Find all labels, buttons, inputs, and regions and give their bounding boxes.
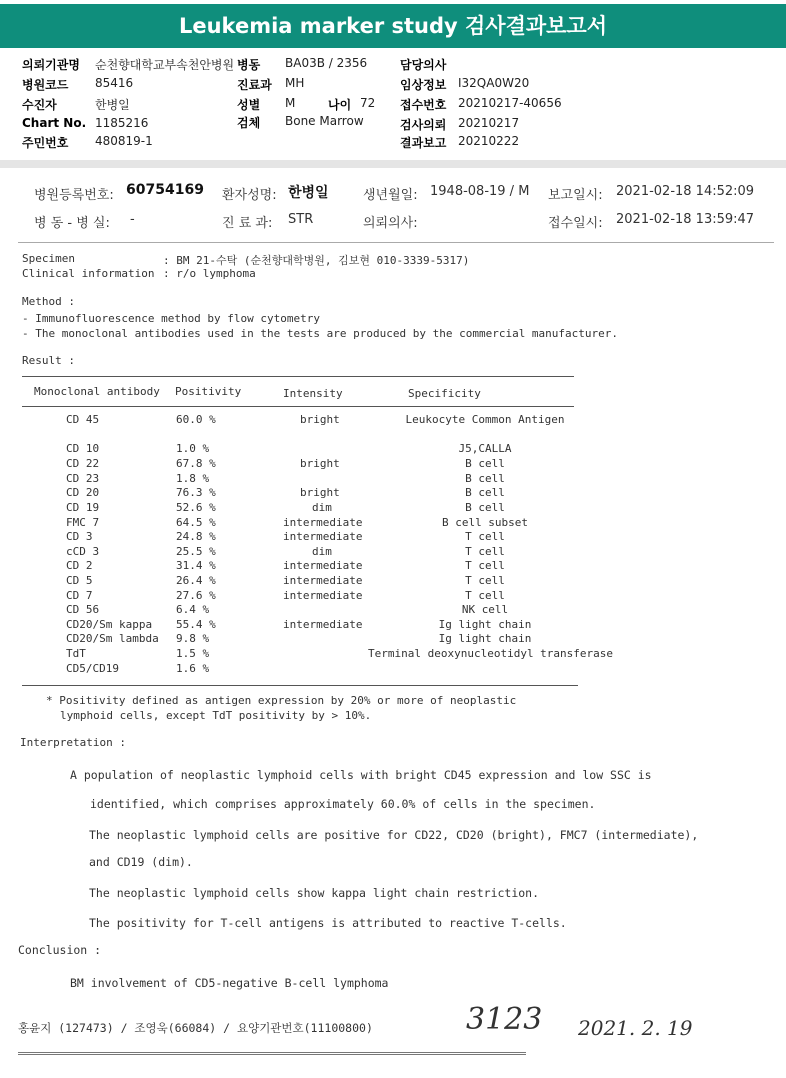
receipt-label: 접수번호 bbox=[400, 98, 447, 112]
positivity-cell: 1.5 % bbox=[176, 647, 210, 660]
doctor-label: 담당의사 bbox=[400, 58, 447, 72]
antibody-cell: CD 7 bbox=[66, 589, 93, 602]
footnote-line-1: * Positivity defined as antigen expression by 20% or more of neoplastic bbox=[46, 694, 517, 707]
intensity-cell: intermediate bbox=[283, 589, 363, 602]
positivity-cell: 1.8 % bbox=[176, 472, 210, 485]
intensity-cell: intermediate bbox=[283, 516, 363, 529]
positivity-cell: 1.0 % bbox=[176, 442, 210, 455]
col-header-intensity: Intensity bbox=[283, 387, 343, 400]
id-value: 480819-1 bbox=[95, 134, 153, 148]
clinical-detail: : r/o lymphoma bbox=[163, 267, 256, 280]
antibody-cell: CD20/Sm kappa bbox=[66, 618, 153, 631]
antibody-cell: CD 10 bbox=[66, 442, 100, 455]
antibody-cell: CD 5 bbox=[66, 574, 93, 587]
positivity-cell: 27.6 % bbox=[176, 589, 216, 602]
positivity-cell: 1.6 % bbox=[176, 662, 210, 675]
clinical-title: Clinical information bbox=[22, 267, 155, 280]
specificity-cell: NK cell bbox=[461, 603, 509, 616]
handwritten-signature: 3123 bbox=[466, 1002, 543, 1037]
ward-room-label: 병 동 - 병 실: bbox=[34, 216, 110, 231]
table-row bbox=[0, 457, 786, 472]
specificity-cell: B cell bbox=[465, 457, 505, 470]
col-header-positivity: Positivity bbox=[175, 385, 242, 398]
name-label: 환자성명: bbox=[222, 188, 277, 203]
specificity-cell: B cell bbox=[465, 472, 505, 485]
positivity-cell: 52.6 % bbox=[176, 501, 216, 514]
specificity-cell: T cell bbox=[465, 545, 505, 558]
specificity-cell: B cell bbox=[465, 486, 505, 499]
table-row bbox=[0, 589, 786, 604]
conclusion-text: BM involvement of CD5-negative B-cell lymphoma bbox=[70, 976, 389, 990]
receive-time-value: 2021-02-18 13:59:47 bbox=[616, 212, 755, 227]
patient-value: 한병일 bbox=[95, 98, 130, 112]
antibody-cell: CD 56 bbox=[66, 603, 100, 616]
interpretation-line-5: The neoplastic lymphoid cells show kappa light chain restriction. bbox=[89, 886, 540, 900]
table-row bbox=[0, 413, 786, 428]
id-label: 주민번호 bbox=[22, 136, 69, 150]
specimen-detail: : BM 21-수탁 (순천향대학병원, 김보현 010-3339-5317) bbox=[163, 254, 470, 267]
specificity-cell: J5,CALLA bbox=[458, 442, 512, 455]
antibody-cell: CD 3 bbox=[66, 530, 93, 543]
table-row bbox=[0, 472, 786, 487]
birth-value: 1948-08-19 / M bbox=[430, 184, 530, 199]
dept-label: 진료과 bbox=[237, 78, 272, 92]
positivity-cell: 76.3 % bbox=[176, 486, 216, 499]
intensity-cell: bright bbox=[300, 457, 340, 470]
sex-label: 성별 bbox=[237, 98, 261, 112]
intensity-cell: intermediate bbox=[283, 530, 363, 543]
clinical-info-value: I32QA0W20 bbox=[458, 76, 530, 90]
specimen-label: 검체 bbox=[237, 116, 261, 130]
table-row bbox=[0, 442, 786, 457]
box-dept-value: STR bbox=[288, 212, 314, 227]
col-header-specificity: Specificity bbox=[408, 387, 481, 400]
positivity-cell: 9.8 % bbox=[176, 632, 210, 645]
box-dept-label: 진 료 과: bbox=[222, 216, 273, 231]
positivity-cell: 26.4 % bbox=[176, 574, 216, 587]
interpretation-line-1: A population of neoplastic lymphoid cells with bright CD45 expression and low SSC is bbox=[70, 768, 652, 782]
intensity-cell: bright bbox=[300, 486, 340, 499]
intensity-cell: intermediate bbox=[283, 574, 363, 587]
conclusion-title: Conclusion : bbox=[18, 943, 102, 957]
ward-value: BA03B / 2356 bbox=[285, 56, 368, 70]
result-title: Result : bbox=[22, 354, 75, 367]
specificity-cell: Leukocyte Common Antigen bbox=[405, 413, 565, 426]
table-top-rule bbox=[22, 376, 574, 377]
report-date-value: 20210222 bbox=[458, 134, 520, 148]
table-row bbox=[0, 530, 786, 545]
antibody-cell: cCD 3 bbox=[66, 545, 100, 558]
specimen-title: Specimen bbox=[22, 252, 75, 265]
antibody-cell: TdT bbox=[66, 647, 86, 660]
patient-label: 수진자 bbox=[22, 98, 57, 112]
receipt-value: 20210217-40656 bbox=[458, 96, 562, 110]
positivity-cell: 67.8 % bbox=[176, 457, 216, 470]
box-doctor-label: 의뢰의사: bbox=[363, 216, 418, 231]
interpretation-line-6: The positivity for T-cell antigens is attributed to reactive T-cells. bbox=[89, 916, 567, 930]
positivity-cell: 24.8 % bbox=[176, 530, 216, 543]
method-line-2: - The monoclonal antibodies used in the tests are produced by the commercial manufacturer. bbox=[22, 327, 619, 340]
table-row bbox=[0, 486, 786, 501]
receive-time-label: 접수일시: bbox=[548, 216, 603, 231]
intensity-cell: bright bbox=[300, 413, 340, 426]
specificity-cell: Ig light chain bbox=[438, 618, 532, 631]
table-row bbox=[0, 618, 786, 633]
code-label: 병원코드 bbox=[22, 78, 69, 92]
table-row bbox=[0, 574, 786, 589]
chart-label: Chart No. bbox=[22, 116, 87, 130]
interpretation-line-2: identified, which comprises approximately 60.0% of cells in the specimen. bbox=[90, 797, 596, 811]
intensity-cell: intermediate bbox=[283, 559, 363, 572]
report-title: Leukemia marker study 검사결과보고서 bbox=[0, 4, 786, 48]
table-header-rule bbox=[22, 406, 574, 407]
handwritten-date: 2021. 2. 19 bbox=[578, 1016, 693, 1040]
patient-info-box bbox=[18, 170, 774, 243]
positivity-cell: 64.5 % bbox=[176, 516, 216, 529]
positivity-cell: 60.0 % bbox=[176, 413, 216, 426]
intensity-cell: dim bbox=[312, 501, 332, 514]
table-row bbox=[0, 501, 786, 516]
clinical-info-label: 임상정보 bbox=[400, 78, 447, 92]
specificity-cell: B cell bbox=[465, 501, 505, 514]
method-title: Method : bbox=[22, 295, 75, 308]
positivity-cell: 6.4 % bbox=[176, 603, 210, 616]
table-row bbox=[0, 559, 786, 574]
report-date-label: 결과보고 bbox=[400, 136, 447, 150]
antibody-cell: FMC 7 bbox=[66, 516, 100, 529]
birth-label: 생년월일: bbox=[363, 188, 418, 203]
table-row bbox=[0, 632, 786, 647]
age-label: 나이 bbox=[328, 98, 352, 112]
specificity-cell: T cell bbox=[465, 589, 505, 602]
antibody-cell: CD 19 bbox=[66, 501, 100, 514]
interpretation-line-4: and CD19 (dim). bbox=[89, 855, 193, 869]
specimen-value: Bone Marrow bbox=[285, 114, 364, 128]
col-header-antibody: Monoclonal antibody bbox=[34, 385, 160, 398]
chart-value: 1185216 bbox=[95, 116, 149, 130]
section-divider bbox=[0, 160, 786, 168]
antibody-cell: CD5/CD19 bbox=[66, 662, 119, 675]
interpretation-title: Interpretation : bbox=[20, 736, 126, 749]
table-row bbox=[0, 516, 786, 531]
table-row bbox=[0, 662, 786, 677]
hospital-value: 순천향대학교부속천안병원 bbox=[95, 58, 235, 72]
method-line-1: - Immunofluorescence method by flow cytometry bbox=[22, 312, 321, 325]
dept-value: MH bbox=[285, 76, 305, 90]
signature-line: 홍윤지 (127473) / 조영욱(66084) / 요양기관번호(11100800) bbox=[18, 1021, 373, 1035]
antibody-cell: CD 22 bbox=[66, 457, 100, 470]
report-time-value: 2021-02-18 14:52:09 bbox=[616, 184, 755, 199]
name-value: 한병일 bbox=[288, 185, 329, 201]
intensity-cell: intermediate bbox=[283, 618, 363, 631]
specificity-cell: T cell bbox=[465, 574, 505, 587]
interpretation-line-3: The neoplastic lymphoid cells are positive for CD22, CD20 (bright), FMC7 (intermediate), bbox=[89, 828, 699, 842]
positivity-cell: 25.5 % bbox=[176, 545, 216, 558]
sex-value: M bbox=[285, 96, 296, 110]
request-header bbox=[0, 48, 786, 158]
report-time-label: 보고일시: bbox=[548, 188, 603, 203]
code-value: 85416 bbox=[95, 76, 134, 90]
antibody-cell: CD20/Sm lambda bbox=[66, 632, 159, 645]
table-row bbox=[0, 603, 786, 618]
table-row bbox=[0, 545, 786, 560]
intensity-cell: dim bbox=[312, 545, 332, 558]
bottom-double-rule bbox=[18, 1052, 526, 1055]
hospital-label: 의뢰기관명 bbox=[22, 58, 80, 72]
antibody-cell: CD 45 bbox=[66, 413, 100, 426]
request-value: 20210217 bbox=[458, 116, 520, 130]
ward-room-value: - bbox=[130, 212, 135, 227]
specificity-cell: Terminal deoxynucleotidyl transferase bbox=[368, 647, 614, 660]
reg-value: 60754169 bbox=[126, 182, 204, 198]
table-row bbox=[0, 647, 786, 662]
positivity-cell: 55.4 % bbox=[176, 618, 216, 631]
age-value: 72 bbox=[360, 96, 376, 110]
positivity-cell: 31.4 % bbox=[176, 559, 216, 572]
specificity-cell: T cell bbox=[465, 559, 505, 572]
request-label: 검사의뢰 bbox=[400, 118, 447, 132]
ward-label: 병동 bbox=[237, 58, 261, 72]
reg-label: 병원등록번호: bbox=[34, 188, 114, 203]
antibody-cell: CD 20 bbox=[66, 486, 100, 499]
table-bottom-rule bbox=[22, 685, 578, 686]
antibody-cell: CD 23 bbox=[66, 472, 100, 485]
specificity-cell: Ig light chain bbox=[438, 632, 532, 645]
footnote-line-2: lymphoid cells, except TdT positivity by > 10%. bbox=[60, 709, 372, 722]
specificity-cell: T cell bbox=[465, 530, 505, 543]
specificity-cell: B cell subset bbox=[441, 516, 529, 529]
antibody-cell: CD 2 bbox=[66, 559, 93, 572]
